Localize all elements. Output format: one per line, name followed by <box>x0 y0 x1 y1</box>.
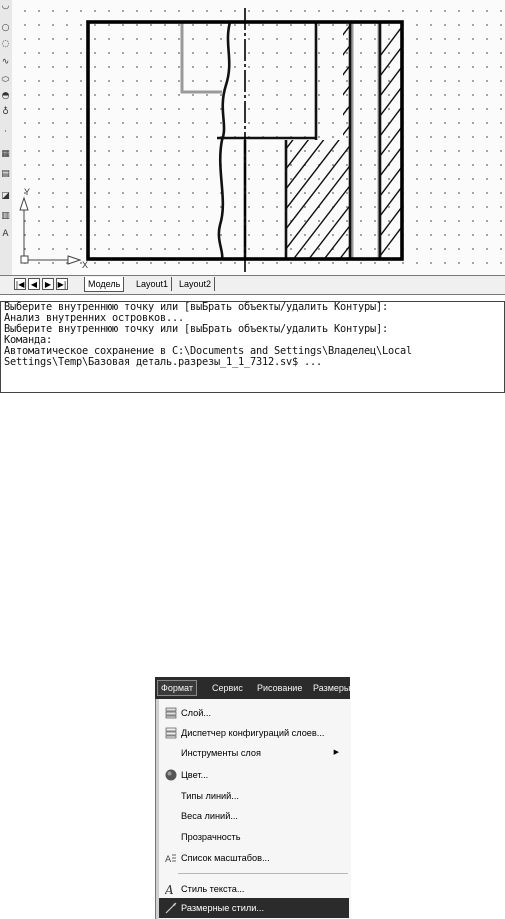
command-line-4: Команда: <box>4 334 52 346</box>
menu-draw[interactable]: Рисование <box>257 683 303 693</box>
format-dropdown <box>155 699 351 919</box>
menu-bar <box>155 677 350 699</box>
menu-item-dim-style[interactable] <box>159 898 349 918</box>
ucs-icon <box>20 198 80 264</box>
submenu-arrow-icon: ▶ <box>333 749 339 756</box>
text-style-icon <box>165 883 177 895</box>
menu-item-scale-list[interactable] <box>159 848 349 868</box>
menu-item-color[interactable] <box>159 765 349 785</box>
menu-item-label: Цвет... <box>181 770 209 780</box>
command-line-1: Выберите внутреннюю точку или [выБрать объекты/удалить Контуры]: <box>4 301 388 313</box>
menu-item-label: Прозрачность <box>181 832 241 842</box>
last-tab-button[interactable]: ▶| <box>57 280 67 289</box>
menu-item-text-style[interactable] <box>159 879 349 899</box>
command-line-2: Анализ внутренних островков... <box>4 312 184 324</box>
menu-item-lineweights[interactable] <box>159 806 349 826</box>
insert-block-tool-icon[interactable]: ♁ <box>2 107 9 117</box>
section-contours <box>217 22 380 259</box>
ellipse-tool-icon[interactable]: ⬭ <box>1 75 10 85</box>
layer-states-icon <box>165 727 177 739</box>
format-menu-screenshot <box>155 677 350 919</box>
command-line-6: Settings\Temp\Базовая деталь.разрезы_1_1_7312.sv$ ... <box>4 356 322 368</box>
region-tool-icon[interactable]: ◪ <box>1 191 10 201</box>
circle-tool-icon[interactable]: ○ <box>1 23 10 33</box>
menu-item-label: Веса линий... <box>181 811 238 821</box>
menu-item-label: Диспетчер конфигураций слоев... <box>181 728 325 738</box>
tab-layout1[interactable]: Layout1 <box>133 277 172 291</box>
menu-item-layer-states[interactable] <box>159 723 349 743</box>
menu-item-layer[interactable] <box>159 703 349 723</box>
table-tool-icon[interactable]: ▥ <box>1 211 10 221</box>
layer-icon <box>165 707 177 719</box>
menu-item-label: Типы линий... <box>181 791 239 801</box>
menu-item-label: Стиль текста... <box>181 884 245 894</box>
tab-layout2[interactable]: Layout2 <box>176 277 215 291</box>
mtext-tool-icon[interactable]: A <box>2 229 9 239</box>
scale-list-icon <box>165 852 177 864</box>
menu-dimensions[interactable]: Размеры <box>313 683 351 693</box>
revcloud-tool-icon[interactable]: ◌ <box>1 39 10 49</box>
first-tab-button[interactable]: |◀ <box>15 280 25 289</box>
color-icon <box>165 769 177 781</box>
ellipse-arc-tool-icon[interactable]: ◓ <box>1 91 10 101</box>
gradient-tool-icon[interactable]: ▤ <box>1 169 10 179</box>
svg-text:A: A <box>165 855 172 864</box>
ucs-y-label: Y <box>24 187 31 197</box>
menu-item-label: Размерные стили... <box>181 903 265 913</box>
ucs-x-label: X <box>82 260 89 270</box>
menu-separator <box>178 873 348 874</box>
menu-format[interactable]: Формат <box>157 680 197 696</box>
command-window[interactable] <box>0 301 505 393</box>
command-line-5: Автоматическое сохранение в C:\Documents and Settings\Владелец\Local <box>4 345 412 357</box>
arc-tool-icon[interactable]: ◡ <box>1 1 10 11</box>
svg-text:A: A <box>165 883 174 895</box>
hatch-tool-icon[interactable]: ▦ <box>1 149 10 159</box>
cad-window <box>0 0 505 368</box>
menu-item-label: Список масштабов... <box>181 853 270 863</box>
prev-tab-button[interactable]: ◀ <box>28 278 40 290</box>
menu-service[interactable]: Сервис <box>212 683 243 693</box>
dim-style-icon <box>165 902 177 914</box>
menu-item-linetypes[interactable] <box>159 786 349 806</box>
next-tab-button[interactable]: ▶ <box>42 278 54 290</box>
drawing-svg <box>12 0 505 275</box>
menu-item-label: Слой... <box>181 708 211 718</box>
menu-item-label: Инструменты слоя <box>181 748 261 758</box>
spline-tool-icon[interactable]: ∿ <box>1 57 10 67</box>
drawing-canvas[interactable] <box>12 0 505 275</box>
hatch-section-b <box>362 0 422 275</box>
layout-tabs-bar <box>0 275 505 295</box>
menu-item-layer-tools[interactable] <box>159 743 349 763</box>
tab-model[interactable]: Модель <box>84 277 124 292</box>
menu-item-transparency[interactable] <box>159 827 349 847</box>
command-line-3: Выберите внутреннюю точку или [выБрать объекты/удалить Контуры]: <box>4 323 388 335</box>
point-tool-icon[interactable]: · <box>4 127 7 137</box>
